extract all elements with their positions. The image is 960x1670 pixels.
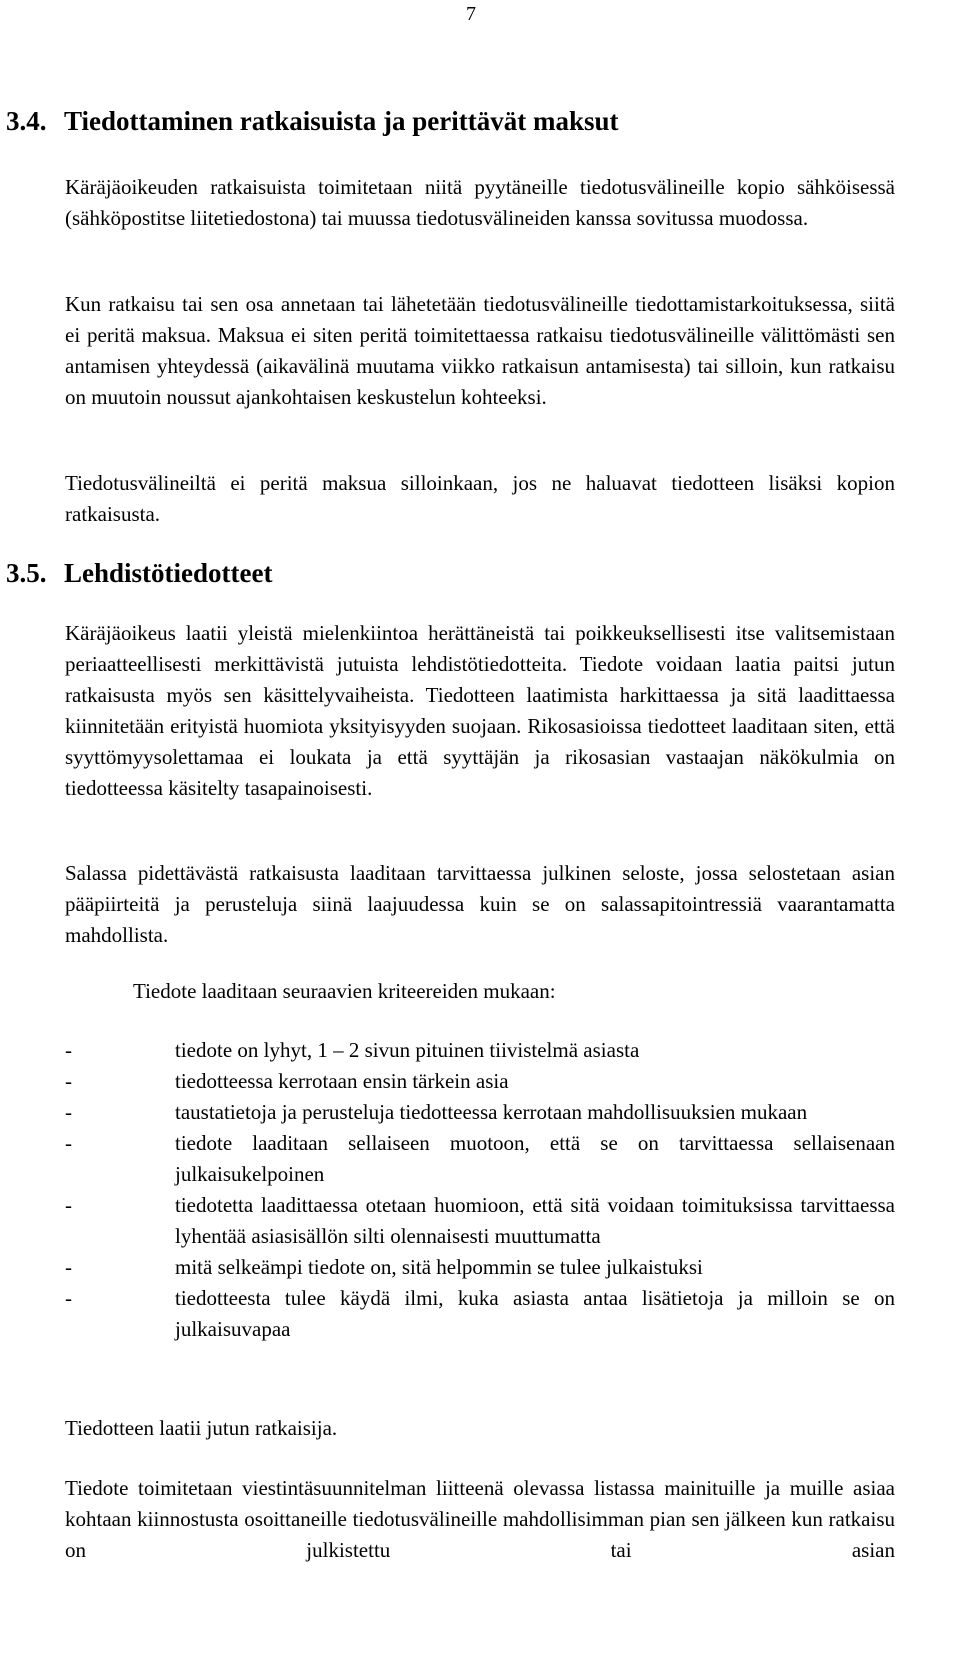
list-item (65, 1128, 895, 1190)
list-item-text: mitä selkeämpi tiedote on, sitä helpommin se tulee julkaistuksi (175, 1255, 703, 1279)
section-3-5-paragraph-2: Salassa pidettävästä ratkaisusta laaditaan tarvittaessa julkinen seloste, jossa selostetaan asian pääpiirteitä ja perusteluja siinä laajuudessa kuin se on salassapitointressiä vaarantamatta mahdollista. (65, 861, 895, 947)
list-item (65, 1066, 895, 1097)
closing-paragraph: Tiedote toimitetaan viestintäsuunnitelman liitteenä olevassa listassa mainituille ja muille asiaa kohtaan kiinnostusta osoittaneille tiedotusvälineille mahdollisimman pian sen jälkeen kun ratkaisu on julkistettu tai asian (65, 1476, 895, 1562)
list-item (65, 1035, 895, 1066)
list-item-text: tiedotetta laadittaessa otetaan huomioon, että sitä voidaan toimituksissa tarvittaessa lyhentää asiasisällön silti olennaisesti muuttumatta (175, 1193, 895, 1248)
list-item-text: tiedotteessa kerrotaan ensin tärkein asia (175, 1069, 509, 1093)
list-dash: - (65, 1038, 72, 1062)
list-dash: - (65, 1286, 72, 1310)
section-3-4-paragraph-1: Käräjäoikeuden ratkaisuista toimitetaan niitä pyytäneille tiedotusvälineille kopio sähköisessä (sähköpostitse liitetiedostona) tai muussa tiedotusvälineiden kanssa sovitussa muodossa. (65, 175, 895, 230)
list-dash: - (65, 1255, 72, 1279)
section-3-4-paragraph-3: Tiedotusvälineiltä ei peritä maksua silloinkaan, jos ne haluavat tiedotteen lisäksi kopion ratkaisusta. (65, 471, 895, 526)
page-number: 7 (466, 3, 476, 25)
section-3-5-paragraph-1: Käräjäoikeus laatii yleistä mielenkiintoa herättäneistä tai poikkeuksellisesti itse valitsemistaan periaatteellisesti merkittävistä jutuista lehdistötiedotteita. Tiedote voidaan laatia paitsi jutun ratkaisusta myös sen käsittelyvaiheista. Tiedotteen laatimista harkittaessa ja sitä laadittaessa kiinnitetään erityistä huomiota yksityisyyden suojaan. Rikosasioissa tiedotteet laaditaan siten, että syyttömyysolettamaa ei loukata ja että syyttäjän ja rikosasian vastaajan näkökulmia on tiedotteessa käsitelty tasapainoisesti. (65, 621, 895, 800)
list-item-text: tiedotteesta tulee käydä ilmi, kuka asiasta antaa lisätietoja ja milloin se on julkaisuvapaa (175, 1286, 895, 1341)
list-dash: - (65, 1131, 72, 1155)
list-dash: - (65, 1193, 72, 1217)
list-item-text: taustatietoja ja perusteluja tiedotteessa kerrotaan mahdollisuuksien mukaan (175, 1100, 808, 1124)
section-3-4-heading (6, 104, 619, 138)
section-3-4-number: 3.4. (6, 106, 47, 136)
list-item-text: tiedote on lyhyt, 1 – 2 sivun pituinen tiivistelmä asiasta (175, 1038, 640, 1062)
list-dash: - (65, 1100, 72, 1124)
list-item (65, 1283, 895, 1345)
section-3-4-paragraph-2: Kun ratkaisu tai sen osa annetaan tai lähetetään tiedotusvälineille tiedottamistarkoituksessa, siitä ei peritä maksua. Maksua ei siten peritä toimitettaessa ratkaisu tiedotusvälineille välittömästi sen antamisen yhteydessä (aikavälinä muutama viikko ratkaisun antamisesta) tai silloin, kun ratkaisu on muutoin noussut ajankohtaisen keskustelun kohteeksi. (65, 292, 895, 409)
author-note: Tiedotteen laatii jutun ratkaisija. (65, 1416, 338, 1440)
list-dash: - (65, 1069, 72, 1093)
section-3-4-title: Tiedottaminen ratkaisuista ja perittävät maksut (64, 106, 619, 136)
section-3-5-heading (6, 556, 272, 590)
list-item (65, 1190, 895, 1252)
section-3-5-number: 3.5. (6, 558, 47, 588)
list-item (65, 1252, 895, 1283)
list-item-text: tiedote laaditaan sellaiseen muotoon, että se on tarvittaessa sellaisenaan julkaisukelpoinen (175, 1131, 895, 1186)
list-item (65, 1097, 895, 1128)
criteria-intro: Tiedote laaditaan seuraavien kriteereiden mukaan: (133, 979, 556, 1003)
section-3-5-title: Lehdistötiedotteet (64, 558, 273, 588)
criteria-list (65, 1035, 895, 1345)
